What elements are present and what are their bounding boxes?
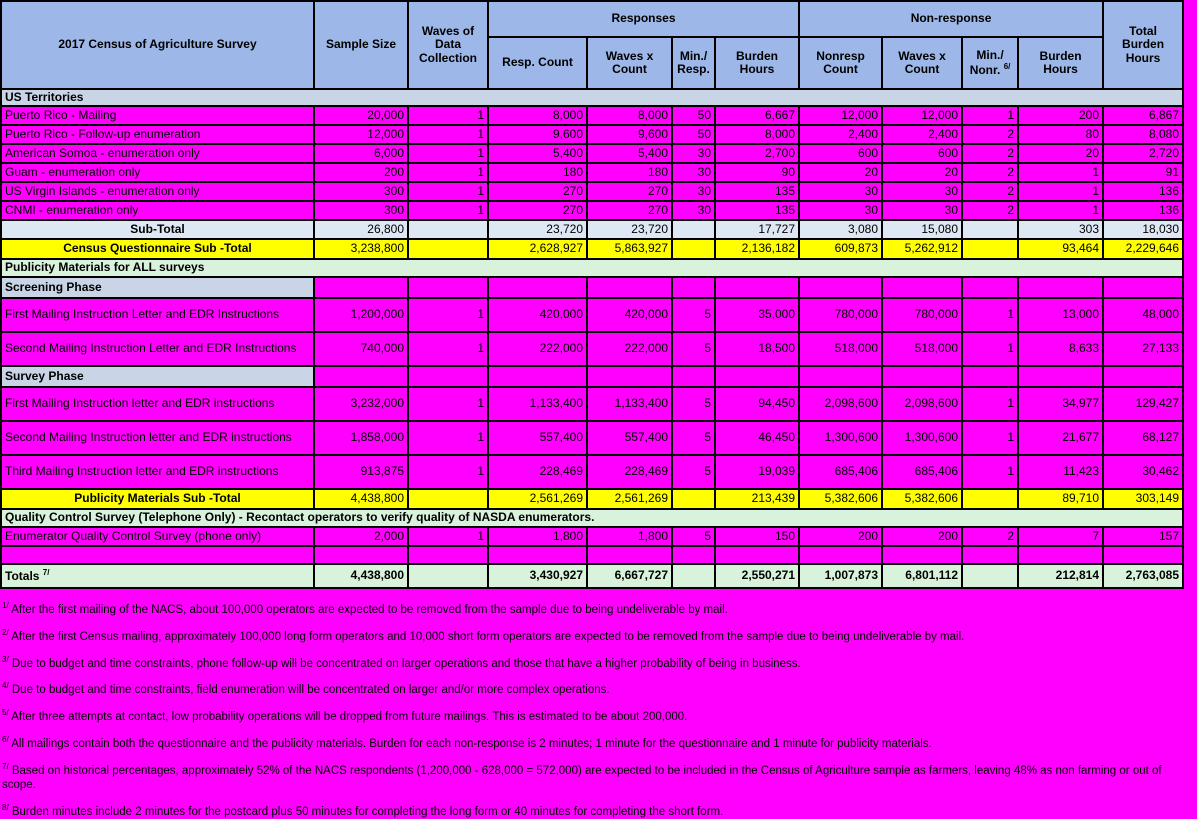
value-cell: 5,863,927 xyxy=(587,239,672,259)
value-cell xyxy=(672,489,715,509)
value-cell xyxy=(314,277,408,298)
value-cell: 228,469 xyxy=(488,455,587,489)
footnote-marker: 3/ xyxy=(2,654,9,664)
value-cell: 5,382,606 xyxy=(799,489,882,509)
value-cell xyxy=(1018,546,1103,564)
value-cell: 1,133,400 xyxy=(488,387,587,421)
col-group-non-response: Non-response xyxy=(799,1,1103,37)
value-cell: 303,149 xyxy=(1103,489,1183,509)
value-cell: 600 xyxy=(882,144,962,163)
section-header: US Territories xyxy=(1,89,1183,106)
value-cell: 1 xyxy=(408,421,488,455)
value-cell: 34,977 xyxy=(1018,387,1103,421)
value-cell xyxy=(672,239,715,259)
table-row-section-green xyxy=(1,259,1183,277)
footnote: $^{4/}$ Due to budget and time constraints, field enumeration will be concentrated on larger and/or more complex operations. xyxy=(2,681,610,697)
value-cell: 4,438,800 xyxy=(314,564,408,588)
value-cell: 48,000 xyxy=(1103,298,1183,332)
table-row-data xyxy=(1,182,1183,201)
col-header-min-resp: Min./ Resp. xyxy=(672,37,715,89)
value-cell xyxy=(799,366,882,387)
value-cell: 420,000 xyxy=(587,298,672,332)
value-cell: 9,600 xyxy=(587,125,672,144)
value-cell: 5 xyxy=(672,387,715,421)
value-cell: 90 xyxy=(715,163,799,182)
value-cell: 12,000 xyxy=(314,125,408,144)
value-cell: 420,000 xyxy=(488,298,587,332)
value-cell: 228,469 xyxy=(587,455,672,489)
value-cell: 300 xyxy=(314,182,408,201)
value-cell xyxy=(488,546,587,564)
value-cell: 1,133,400 xyxy=(587,387,672,421)
footnote: $^{7/}$ Based on historical percentages, approximately 52% of the NACS respondents (1,200,000 - 628,000 = 572,000) are expected to be included in the Census of Agriculture sample as farmers, leaving 48% as non farming or out of scope. xyxy=(2,761,1162,791)
value-cell: 23,720 xyxy=(587,220,672,239)
value-cell: 180 xyxy=(587,163,672,182)
row-label: Sub-Total xyxy=(1,220,314,239)
value-cell: 35,000 xyxy=(715,298,799,332)
value-cell xyxy=(715,546,799,564)
value-cell: 136 xyxy=(1103,182,1183,201)
footnotes xyxy=(0,589,1197,819)
value-cell: 91 xyxy=(1103,163,1183,182)
value-cell: 8,000 xyxy=(488,106,587,125)
value-cell xyxy=(408,564,488,588)
value-cell: 8,633 xyxy=(1018,332,1103,366)
value-cell: 2,400 xyxy=(799,125,882,144)
value-cell xyxy=(408,489,488,509)
min-nonr-label: Min./ Nonr. xyxy=(969,48,1004,77)
col-header-resp-count: Resp. Count xyxy=(488,37,587,89)
table-row-data-tall xyxy=(1,332,1183,366)
value-cell: 200 xyxy=(314,163,408,182)
value-cell: 2,763,085 xyxy=(1103,564,1183,588)
value-cell xyxy=(672,366,715,387)
value-cell: 2,098,600 xyxy=(799,387,882,421)
value-cell: 1,300,600 xyxy=(882,421,962,455)
value-cell: 15,080 xyxy=(882,220,962,239)
value-cell: 1 xyxy=(962,332,1018,366)
value-cell xyxy=(962,220,1018,239)
value-cell: 30 xyxy=(799,182,882,201)
footnote-marker: 7/ xyxy=(42,567,50,577)
footnote-marker: 7/ xyxy=(2,761,9,771)
value-cell: 300 xyxy=(314,201,408,220)
value-cell: 21,677 xyxy=(1018,421,1103,455)
value-cell: 1 xyxy=(962,298,1018,332)
value-cell xyxy=(715,366,799,387)
value-cell: 685,406 xyxy=(799,455,882,489)
value-cell xyxy=(882,546,962,564)
table-row-section-blue xyxy=(1,89,1183,106)
value-cell: 303 xyxy=(1018,220,1103,239)
value-cell: 11,423 xyxy=(1018,455,1103,489)
value-cell: 5,382,606 xyxy=(882,489,962,509)
value-cell xyxy=(882,277,962,298)
value-cell xyxy=(1018,277,1103,298)
col-header-min-nonr xyxy=(962,37,1018,89)
value-cell xyxy=(962,546,1018,564)
col-header-nonresp-burden-hours: Burden Hours xyxy=(1018,37,1103,89)
value-cell: 1 xyxy=(1018,163,1103,182)
value-cell: 6,867 xyxy=(1103,106,1183,125)
value-cell: 2,561,269 xyxy=(488,489,587,509)
value-cell xyxy=(587,277,672,298)
value-cell: 2 xyxy=(962,144,1018,163)
value-cell: 2 xyxy=(962,527,1018,546)
value-cell: 2,229,646 xyxy=(1103,239,1183,259)
value-cell: 1 xyxy=(408,182,488,201)
value-cell: 1,007,873 xyxy=(799,564,882,588)
value-cell: 5 xyxy=(672,527,715,546)
value-cell: 2,628,927 xyxy=(488,239,587,259)
footnote: $^{5/}$ After three attempts at contact, low probability operations will be dropped from future mailings. This is estimated to be about 200,000. xyxy=(2,708,688,724)
footnote-marker: 4/ xyxy=(2,681,9,691)
row-label: Puerto Rico - Follow-up enumeration xyxy=(1,125,314,144)
footnote-marker: 5/ xyxy=(2,708,9,718)
value-cell: 1 xyxy=(962,387,1018,421)
table-row-data-tall xyxy=(1,455,1183,489)
value-cell: 200 xyxy=(799,527,882,546)
value-cell: 50 xyxy=(672,125,715,144)
value-cell: 5,400 xyxy=(488,144,587,163)
footnote-marker: 6/ xyxy=(1003,61,1011,71)
value-cell: 780,000 xyxy=(882,298,962,332)
value-cell xyxy=(488,366,587,387)
value-cell: 2 xyxy=(962,125,1018,144)
table-row-data-tall xyxy=(1,421,1183,455)
row-label: First Mailing Instruction letter and EDR instructions xyxy=(1,387,314,421)
value-cell: 212,814 xyxy=(1018,564,1103,588)
value-cell: 135 xyxy=(715,182,799,201)
value-cell xyxy=(408,220,488,239)
value-cell: 27,133 xyxy=(1103,332,1183,366)
value-cell xyxy=(1103,546,1183,564)
value-cell: 80 xyxy=(1018,125,1103,144)
value-cell xyxy=(408,366,488,387)
value-cell: 2,550,271 xyxy=(715,564,799,588)
table-row-data-tall xyxy=(1,387,1183,421)
table-row-data xyxy=(1,163,1183,182)
footnote-marker: 8/ xyxy=(2,802,9,812)
value-cell: 12,000 xyxy=(799,106,882,125)
value-cell: 30,462 xyxy=(1103,455,1183,489)
value-cell: 2 xyxy=(962,201,1018,220)
value-cell xyxy=(408,277,488,298)
value-cell: 200 xyxy=(1018,106,1103,125)
footnote-marker: 2/ xyxy=(2,627,9,637)
value-cell xyxy=(587,546,672,564)
value-cell: 5,400 xyxy=(587,144,672,163)
value-cell: 68,127 xyxy=(1103,421,1183,455)
value-cell xyxy=(672,546,715,564)
value-cell: 2,400 xyxy=(882,125,962,144)
value-cell: 30 xyxy=(799,201,882,220)
value-cell: 1 xyxy=(408,144,488,163)
table-header xyxy=(1,1,1183,89)
value-cell xyxy=(314,366,408,387)
value-cell xyxy=(1103,277,1183,298)
value-cell: 7 xyxy=(1018,527,1103,546)
value-cell: 8,000 xyxy=(715,125,799,144)
value-cell: 3,080 xyxy=(799,220,882,239)
value-cell: 557,400 xyxy=(488,421,587,455)
value-cell: 89,710 xyxy=(1018,489,1103,509)
row-label: Second Mailing Instruction letter and EDR instructions xyxy=(1,421,314,455)
table-row-phase xyxy=(1,366,1183,387)
row-label: Enumerator Quality Control Survey (phone only) xyxy=(1,527,314,546)
value-cell: 135 xyxy=(715,201,799,220)
value-cell: 6,667 xyxy=(715,106,799,125)
col-header-total-burden: Total Burden Hours xyxy=(1103,1,1183,89)
value-cell: 222,000 xyxy=(488,332,587,366)
footnote: $^{2/}$ After the first Census mailing, approximately 100,000 long form operators and 10,000 short form operators are expected to be removed from the sample due to being undeliverable by mail. xyxy=(2,627,965,643)
footnote: $^{3/}$ Due to budget and time constraints, phone follow-up will be concentrated on larger operations and those that have a higher probability of being in business. xyxy=(2,654,801,670)
value-cell: 2,700 xyxy=(715,144,799,163)
value-cell: 1 xyxy=(408,332,488,366)
value-cell: 46,450 xyxy=(715,421,799,455)
value-cell: 222,000 xyxy=(587,332,672,366)
value-cell: 23,720 xyxy=(488,220,587,239)
row-label: Second Mailing Instruction Letter and EDR Instructions xyxy=(1,332,314,366)
value-cell xyxy=(962,239,1018,259)
value-cell: 1,200,000 xyxy=(314,298,408,332)
row-label: Totals $^{7/}$ xyxy=(1,564,314,588)
value-cell: 18,030 xyxy=(1103,220,1183,239)
value-cell: 30 xyxy=(882,182,962,201)
section-header: Publicity Materials for ALL surveys xyxy=(1,259,1183,277)
value-cell: 2,561,269 xyxy=(587,489,672,509)
value-cell: 157 xyxy=(1103,527,1183,546)
value-cell: 2,000 xyxy=(314,527,408,546)
value-cell: 1 xyxy=(408,125,488,144)
value-cell: 3,430,927 xyxy=(488,564,587,588)
value-cell: 30 xyxy=(882,201,962,220)
table-row-section-green xyxy=(1,509,1183,527)
value-cell: 1 xyxy=(408,106,488,125)
value-cell xyxy=(962,489,1018,509)
col-header-nonresp-waves-x-count: Waves x Count xyxy=(882,37,962,89)
value-cell: 913,875 xyxy=(314,455,408,489)
value-cell: 1 xyxy=(408,201,488,220)
row-label: Survey Phase xyxy=(1,366,314,387)
table-row-data xyxy=(1,125,1183,144)
row-label: Screening Phase xyxy=(1,277,314,298)
value-cell: 19,039 xyxy=(715,455,799,489)
value-cell: 4,438,800 xyxy=(314,489,408,509)
value-cell xyxy=(882,366,962,387)
value-cell: 136 xyxy=(1103,201,1183,220)
value-cell: 1,300,600 xyxy=(799,421,882,455)
value-cell xyxy=(962,564,1018,588)
value-cell xyxy=(488,277,587,298)
col-header-nonresp-count: Nonresp Count xyxy=(799,37,882,89)
value-cell: 2,720 xyxy=(1103,144,1183,163)
value-cell: 1 xyxy=(962,106,1018,125)
row-label: Guam - enumeration only xyxy=(1,163,314,182)
table-row-totals xyxy=(1,564,1183,588)
value-cell: 20 xyxy=(882,163,962,182)
value-cell xyxy=(1103,366,1183,387)
value-cell xyxy=(587,366,672,387)
value-cell: 12,000 xyxy=(882,106,962,125)
value-cell: 26,800 xyxy=(314,220,408,239)
footnote: $^{1/}$ After the first mailing of the NACS, about 100,000 operators are expected to be removed from the sample due to being undeliverable by mail. xyxy=(2,601,728,616)
value-cell: 213,439 xyxy=(715,489,799,509)
value-cell: 780,000 xyxy=(799,298,882,332)
table-row-data xyxy=(1,106,1183,125)
value-cell xyxy=(408,239,488,259)
value-cell: 20 xyxy=(799,163,882,182)
table-row-subtotal-blue xyxy=(1,220,1183,239)
value-cell xyxy=(799,546,882,564)
table-row-data xyxy=(1,527,1183,546)
value-cell: 30 xyxy=(672,163,715,182)
value-cell: 5 xyxy=(672,455,715,489)
value-cell: 1,800 xyxy=(488,527,587,546)
row-label xyxy=(1,546,314,564)
col-header-sample-size: Sample Size xyxy=(314,1,408,89)
value-cell xyxy=(672,564,715,588)
value-cell: 6,667,727 xyxy=(587,564,672,588)
value-cell: 600 xyxy=(799,144,882,163)
row-label: Census Questionnaire Sub -Total xyxy=(1,239,314,259)
value-cell: 270 xyxy=(587,201,672,220)
value-cell: 9,600 xyxy=(488,125,587,144)
value-cell: 740,000 xyxy=(314,332,408,366)
col-group-responses: Responses xyxy=(488,1,799,37)
value-cell: 2 xyxy=(962,163,1018,182)
value-cell: 1 xyxy=(962,421,1018,455)
value-cell: 2,098,600 xyxy=(882,387,962,421)
value-cell: 5,262,912 xyxy=(882,239,962,259)
row-label: US Virgin Islands - enumeration only xyxy=(1,182,314,201)
value-cell: 1 xyxy=(408,298,488,332)
value-cell: 30 xyxy=(672,144,715,163)
value-cell: 5 xyxy=(672,332,715,366)
section-header: Quality Control Survey (Telephone Only) - Recontact operators to verify quality of NASDA enumerators. xyxy=(1,509,1183,527)
value-cell: 3,232,000 xyxy=(314,387,408,421)
value-cell: 30 xyxy=(672,201,715,220)
value-cell: 1 xyxy=(408,387,488,421)
value-cell xyxy=(1018,366,1103,387)
value-cell xyxy=(962,366,1018,387)
table-row-data xyxy=(1,144,1183,163)
value-cell: 1 xyxy=(408,527,488,546)
table-row-subtotal-yellow xyxy=(1,489,1183,509)
value-cell: 5 xyxy=(672,421,715,455)
value-cell: 13,000 xyxy=(1018,298,1103,332)
footnote: $^{8/}$ Burden minutes include 2 minutes for the postcard plus 50 minutes for completing the long form or 40 minutes for completing the short form. xyxy=(2,802,724,818)
row-label: CNMI - enumeration only xyxy=(1,201,314,220)
table-row-blank xyxy=(1,546,1183,564)
value-cell xyxy=(715,277,799,298)
value-cell: 518,000 xyxy=(799,332,882,366)
row-label: First Mailing Instruction Letter and EDR Instructions xyxy=(1,298,314,332)
col-header-resp-waves-x-count: Waves x Count xyxy=(587,37,672,89)
value-cell: 6,000 xyxy=(314,144,408,163)
value-cell: 50 xyxy=(672,106,715,125)
value-cell: 1,800 xyxy=(587,527,672,546)
value-cell: 2 xyxy=(962,182,1018,201)
value-cell: 1 xyxy=(408,163,488,182)
value-cell: 270 xyxy=(587,182,672,201)
value-cell xyxy=(672,277,715,298)
row-label: Publicity Materials Sub -Total xyxy=(1,489,314,509)
value-cell: 6,801,112 xyxy=(882,564,962,588)
value-cell: 30 xyxy=(672,182,715,201)
value-cell: 17,727 xyxy=(715,220,799,239)
footnote: $^{6/}$ All mailings contain both the questionnaire and the publicity materials. Burden for each non-response is 2 minutes; 1 minute for the questionnaire and 1 minute for publicity materials. xyxy=(2,735,932,750)
col-header-waves: Waves of Data Collection xyxy=(408,1,488,89)
value-cell: 1 xyxy=(1018,182,1103,201)
col-header-resp-burden-hours: Burden Hours xyxy=(715,37,799,89)
value-cell: 3,238,800 xyxy=(314,239,408,259)
value-cell: 18,500 xyxy=(715,332,799,366)
value-cell: 685,406 xyxy=(882,455,962,489)
value-cell xyxy=(314,546,408,564)
value-cell: 94,450 xyxy=(715,387,799,421)
value-cell: 609,873 xyxy=(799,239,882,259)
value-cell: 1 xyxy=(962,455,1018,489)
value-cell xyxy=(672,220,715,239)
value-cell: 5 xyxy=(672,298,715,332)
footnote-marker: 6/ xyxy=(2,735,9,745)
value-cell: 518,000 xyxy=(882,332,962,366)
value-cell xyxy=(408,546,488,564)
value-cell: 270 xyxy=(488,201,587,220)
table-row-phase xyxy=(1,277,1183,298)
value-cell: 200 xyxy=(882,527,962,546)
value-cell: 1 xyxy=(1018,201,1103,220)
value-cell: 180 xyxy=(488,163,587,182)
table-row-data xyxy=(1,201,1183,220)
table-title: 2017 Census of Agriculture Survey xyxy=(1,1,314,89)
value-cell: 1 xyxy=(408,455,488,489)
value-cell: 8,080 xyxy=(1103,125,1183,144)
table-row-data-tall xyxy=(1,298,1183,332)
value-cell xyxy=(962,277,1018,298)
value-cell: 1,858,000 xyxy=(314,421,408,455)
value-cell: 20,000 xyxy=(314,106,408,125)
row-label: Third Mailing Instruction letter and EDR instructions xyxy=(1,455,314,489)
value-cell: 2,136,182 xyxy=(715,239,799,259)
value-cell: 270 xyxy=(488,182,587,201)
value-cell: 8,000 xyxy=(587,106,672,125)
table-row-subtotal-yellow xyxy=(1,239,1183,259)
value-cell: 93,464 xyxy=(1018,239,1103,259)
value-cell: 150 xyxy=(715,527,799,546)
value-cell: 557,400 xyxy=(587,421,672,455)
row-label: American Somoa - enumeration only xyxy=(1,144,314,163)
value-cell xyxy=(799,277,882,298)
row-label: Puerto Rico - Mailing xyxy=(1,106,314,125)
value-cell: 129,427 xyxy=(1103,387,1183,421)
table-body xyxy=(1,89,1183,588)
footnote-marker: 1/ xyxy=(2,601,9,610)
value-cell: 20 xyxy=(1018,144,1103,163)
